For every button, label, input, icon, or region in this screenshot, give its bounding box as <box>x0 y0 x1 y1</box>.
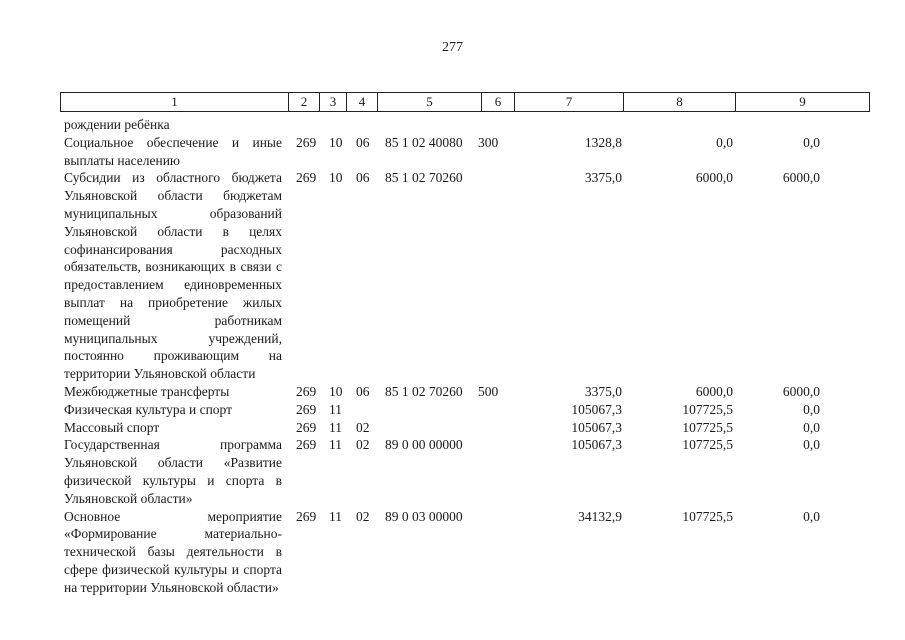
cell-col-2: 269 <box>296 170 317 186</box>
row-name: Субсидии из областного бюджета Ульяновской области бюджетам муниципальных образований Ульяновской области в целях софинансирования расходных обязательств, возникающих в связи с предоставлением единовременных выплат на приобретение жилых помещений работникам муниципальных учреждений, постоянно проживающим на территории Ульяновской области <box>64 170 282 382</box>
cell-col-7: 3375,0 <box>584 383 622 399</box>
cell-col-3: 10 <box>329 170 343 186</box>
header-col-2: 2 <box>289 93 320 111</box>
table-row <box>60 508 870 597</box>
cell-col-8: 6000,0 <box>695 383 733 399</box>
cell-col-9: 0,0 <box>803 437 820 453</box>
cell-col-9: 0,0 <box>803 401 820 417</box>
cell-col-6: 500 <box>478 383 499 399</box>
row-name: Основное мероприятие «Формирование материально-технической базы деятельности в сфере физической культуры и спорта на территории Ульяновской области» <box>64 508 282 595</box>
table-row <box>60 436 870 507</box>
cell-col-3: 11 <box>329 419 342 435</box>
cell-col-4: 02 <box>356 419 370 435</box>
cell-col-4: 02 <box>356 508 370 524</box>
cell-col-2: 269 <box>296 437 317 453</box>
row-name: Межбюджетные трансферты <box>64 383 230 399</box>
cell-col-9: 6000,0 <box>782 383 820 399</box>
table-row <box>60 419 870 437</box>
table-row <box>60 169 870 383</box>
cell-col-3: 10 <box>329 383 343 399</box>
cell-col-8: 107725,5 <box>682 401 733 417</box>
cell-col-6: 300 <box>478 134 499 150</box>
cell-col-5: 85 1 02 40080 <box>385 134 463 150</box>
header-col-5: 5 <box>378 93 482 111</box>
table-row <box>60 383 870 401</box>
row-name: рождении ребёнка <box>64 117 170 132</box>
cell-col-5: 85 1 02 70260 <box>385 170 463 186</box>
cell-col-5: 85 1 02 70260 <box>385 383 463 399</box>
cell-col-2: 269 <box>296 383 317 399</box>
cell-col-9: 0,0 <box>803 134 820 150</box>
cell-col-9: 0,0 <box>803 419 820 435</box>
cell-col-9: 0,0 <box>803 508 820 524</box>
header-col-4: 4 <box>347 93 378 111</box>
cell-col-4: 02 <box>356 437 370 453</box>
cell-col-7: 105067,3 <box>571 419 622 435</box>
row-name: Государственная программа Ульяновской области «Развитие физической культуры и спорта в Ульяновской области» <box>64 437 282 506</box>
cell-col-7: 1328,8 <box>584 134 622 150</box>
cell-col-3: 11 <box>329 437 342 453</box>
table-body <box>60 116 870 597</box>
table-row <box>60 401 870 419</box>
table-row <box>60 134 870 170</box>
cell-col-8: 107725,5 <box>682 437 733 453</box>
cell-col-2: 269 <box>296 134 317 150</box>
cell-col-8: 107725,5 <box>682 508 733 524</box>
table-header <box>60 92 870 112</box>
header-col-1: 1 <box>61 93 289 111</box>
cell-col-8: 107725,5 <box>682 419 733 435</box>
cell-col-7: 3375,0 <box>584 170 622 186</box>
cell-col-4: 06 <box>356 134 370 150</box>
header-col-9: 9 <box>799 94 806 109</box>
cell-col-4: 06 <box>356 383 370 399</box>
row-name: Социальное обеспечение и иные выплаты населению <box>64 134 282 168</box>
row-name: Физическая культура и спорт <box>64 401 233 417</box>
cell-col-3: 10 <box>329 134 343 150</box>
cell-col-4: 06 <box>356 170 370 186</box>
cell-col-2: 269 <box>296 401 317 417</box>
cell-col-9: 6000,0 <box>782 170 820 186</box>
row-name: Массовый спорт <box>64 419 160 435</box>
cell-col-7: 34132,9 <box>578 508 622 524</box>
cell-col-2: 269 <box>296 419 317 435</box>
cell-col-7: 105067,3 <box>571 437 622 453</box>
cell-col-8: 0,0 <box>716 134 733 150</box>
header-col-6: 6 <box>482 93 515 111</box>
cell-col-8: 6000,0 <box>695 170 733 186</box>
header-col-3: 3 <box>320 93 347 111</box>
cell-col-3: 11 <box>329 508 342 524</box>
cell-col-3: 11 <box>329 401 342 417</box>
cell-col-2: 269 <box>296 508 317 524</box>
header-col-7: 7 <box>515 93 624 111</box>
cell-col-7: 105067,3 <box>571 401 622 417</box>
cell-col-5: 89 0 03 00000 <box>385 508 463 524</box>
header-col-8: 8 <box>624 93 736 111</box>
cell-col-5: 89 0 00 00000 <box>385 437 463 453</box>
page-number: 277 <box>442 40 463 55</box>
table-row <box>60 116 870 134</box>
